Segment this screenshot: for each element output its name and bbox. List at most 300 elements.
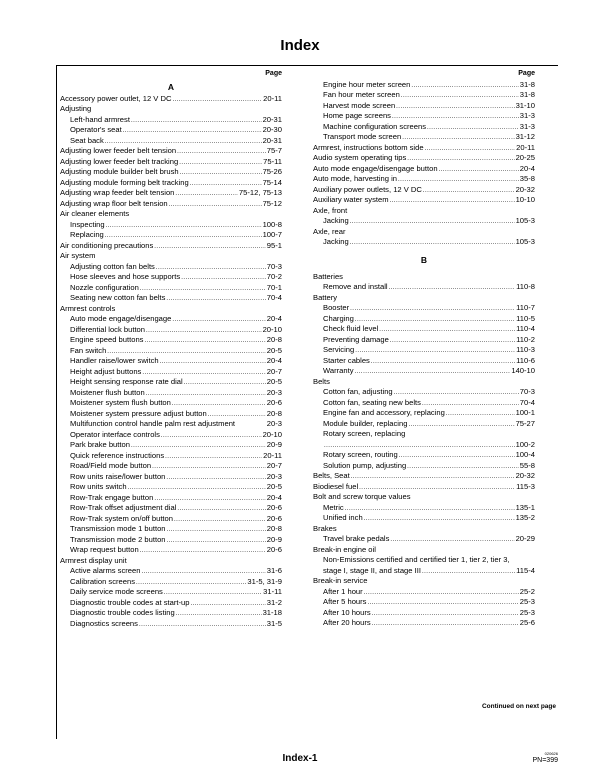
dot-leader — [144, 335, 265, 346]
entry-page-ref: 20-3 — [266, 471, 282, 481]
index-subentry — [313, 419, 535, 430]
index-subentry — [60, 398, 282, 409]
entry-text: Armrest, instructions bottom side — [313, 142, 424, 152]
entry-page-ref: 100-2 — [515, 439, 535, 449]
index-entry — [313, 492, 535, 503]
entry-page-ref: 20-10 — [262, 324, 282, 334]
dot-leader — [167, 524, 266, 535]
index-subentry — [313, 408, 535, 419]
dot-leader — [350, 216, 515, 227]
index-entry — [60, 209, 282, 220]
index-subentry — [60, 377, 282, 388]
index-subentry — [60, 472, 282, 483]
dot-leader — [379, 324, 515, 335]
entry-page-ref: 31-5, 31-9 — [247, 576, 282, 586]
entry-text: Height sensing response rate dial — [70, 377, 183, 386]
dot-leader — [355, 366, 511, 377]
dot-leader — [140, 545, 266, 556]
index-subentry — [313, 216, 535, 227]
dot-leader — [180, 167, 262, 178]
entry-page-ref: 20-5 — [266, 482, 282, 491]
dot-leader — [407, 153, 514, 164]
entry-page-ref: 31-3 — [519, 111, 535, 120]
dot-leader — [140, 283, 266, 294]
dot-leader — [390, 195, 515, 206]
index-subentry — [313, 366, 535, 377]
dot-leader — [166, 472, 265, 483]
entry-page-ref: 20-5 — [266, 345, 282, 355]
entry-page-ref: 110-8 — [516, 282, 535, 291]
index-entry — [313, 227, 535, 238]
entry-text: Seating new cotton fan belts — [70, 293, 166, 302]
entry-text: Left-hand armrest — [70, 114, 130, 124]
entry-text: Remove and install — [323, 282, 388, 291]
index-subentry — [60, 419, 282, 430]
entry-page-ref: 20-32 — [515, 184, 535, 194]
index-subentry — [313, 450, 535, 461]
entry-page-ref: 31-8 — [519, 79, 535, 89]
index-subentry — [60, 598, 282, 609]
dot-leader — [408, 419, 514, 430]
entry-text: Daily service mode screens — [70, 587, 163, 596]
dot-leader — [169, 199, 262, 210]
index-entry — [313, 143, 535, 154]
entry-text: stage I, stage II, and stage III — [323, 565, 421, 575]
entry-page-ref: 20-6 — [266, 545, 282, 554]
entry-text: Break-in engine oil — [313, 544, 376, 554]
dot-leader — [184, 377, 266, 388]
index-subentry — [313, 555, 535, 566]
footer-page-number: Index-1 — [282, 753, 318, 764]
dot-leader — [176, 608, 262, 619]
entry-page-ref: 105-3 — [515, 216, 535, 225]
index-column-right — [313, 69, 535, 629]
entry-text: Diagnostics screens — [70, 618, 138, 628]
entry-text: Row units switch — [70, 482, 127, 491]
index-subentry — [313, 387, 535, 398]
index-subentry — [60, 125, 282, 136]
dot-leader — [390, 534, 514, 545]
dot-leader — [136, 577, 246, 588]
dot-leader — [390, 335, 515, 346]
entry-text: Auxiliary water system — [313, 195, 389, 204]
entry-text: Harvest mode screen — [323, 100, 396, 110]
entry-page-ref: 100-7 — [262, 230, 282, 239]
entry-text: After 20 hours — [323, 618, 371, 627]
dot-leader — [350, 303, 515, 314]
dot-leader — [146, 388, 266, 399]
index-subentry — [60, 220, 282, 231]
index-subentry — [60, 587, 282, 598]
index-subentry — [60, 430, 282, 441]
entry-text: Diagnostic trouble codes at start-up — [70, 597, 190, 607]
index-entry — [313, 153, 535, 164]
entry-text: Quick reference instructions — [70, 450, 165, 460]
entry-page-ref: 110-3 — [516, 345, 535, 354]
index-subentry — [60, 503, 282, 514]
index-subentry — [60, 482, 282, 493]
index-subentry — [60, 230, 282, 241]
entry-text: Calibration screens — [70, 576, 135, 586]
entry-text: After 1 hour — [323, 586, 363, 596]
entry-text: Fan hour meter screen — [323, 90, 400, 99]
entry-page-ref: 25-3 — [519, 607, 535, 617]
entry-page-ref: 20-3 — [266, 387, 282, 397]
entry-page-ref: 100-1 — [515, 408, 535, 417]
index-subentry — [60, 545, 282, 556]
entry-page-ref: 20-6 — [266, 398, 282, 407]
entry-page-ref: 20-6 — [266, 513, 282, 523]
entry-text: Adjusting module forming belt tracking — [60, 177, 189, 187]
dot-leader — [160, 356, 266, 367]
entry-page-ref: 100-8 — [262, 219, 282, 229]
index-subentry — [313, 461, 535, 472]
entry-text: Transport mode screen — [323, 132, 402, 141]
index-subentry — [60, 388, 282, 399]
entry-page-ref: 20-11 — [516, 142, 535, 152]
index-subentry — [313, 534, 535, 545]
dot-leader — [107, 346, 266, 357]
index-subentry — [60, 346, 282, 357]
index-subentry — [60, 325, 282, 336]
entry-text: Home page screens — [323, 111, 391, 120]
entry-text: Rotary screen, routing — [323, 450, 398, 459]
entry-page-ref: 75-11 — [263, 156, 282, 166]
entry-page-ref: 25-6 — [519, 618, 535, 627]
dot-leader — [446, 408, 515, 419]
dot-leader — [372, 608, 519, 619]
entry-text: Belts, Seat — [313, 471, 350, 480]
dot-leader — [399, 450, 515, 461]
index-entry — [60, 199, 282, 210]
dot-leader — [167, 535, 266, 546]
index-subentry — [313, 132, 535, 143]
entry-text: Operator interface controls — [70, 429, 160, 439]
entry-text: Differential lock button — [70, 324, 145, 334]
entry-page-ref: 20-25 — [515, 153, 535, 162]
index-entry — [60, 304, 282, 315]
index-subentry — [60, 335, 282, 346]
dot-leader — [389, 282, 516, 293]
index-subentry — [313, 345, 535, 356]
index-entry — [313, 174, 535, 185]
dot-leader — [372, 618, 519, 629]
entry-text: Machine configuration screens — [323, 121, 426, 131]
index-subentry — [60, 566, 282, 577]
entry-text: Moistener flush button — [70, 387, 145, 397]
entry-page-ref: 25-3 — [519, 597, 535, 606]
dot-leader — [355, 314, 515, 325]
entry-text: Handler raise/lower switch — [70, 356, 159, 365]
entry-page-ref: 31-11 — [263, 587, 282, 596]
index-entry — [60, 241, 282, 252]
dot-leader — [179, 157, 262, 168]
dot-leader — [364, 587, 519, 598]
dot-leader — [208, 409, 266, 420]
dot-leader — [355, 345, 515, 356]
entry-text: Transmission mode 2 button — [70, 534, 166, 544]
entry-page-ref: 105-3 — [515, 237, 535, 246]
entry-text: Engine speed buttons — [70, 335, 144, 344]
entry-page-ref: 31-8 — [519, 90, 535, 99]
index-subentry — [313, 101, 535, 112]
entry-text: Row units raise/lower button — [70, 471, 166, 481]
dot-leader — [105, 230, 262, 241]
index-subentry — [60, 461, 282, 472]
entry-page-ref: 10-10 — [515, 195, 535, 204]
index-subentry — [313, 618, 535, 629]
entry-text: Active alarms screen — [70, 566, 141, 575]
index-subentry — [313, 314, 535, 325]
entry-page-ref: 20-7 — [266, 366, 282, 376]
entry-page-ref: 20-29 — [515, 534, 535, 543]
index-column-left — [60, 69, 282, 629]
index-subentry — [313, 122, 535, 133]
index-entry — [313, 293, 535, 304]
entry-text: Adjusting wrap feeder belt tension — [60, 188, 175, 197]
entry-text: Adjusting lower feeder belt tension — [60, 146, 177, 155]
entry-text: Servicing — [323, 345, 355, 354]
entry-text: Unified inch — [323, 513, 363, 522]
index-subentry — [313, 356, 535, 367]
index-subentry — [313, 282, 535, 293]
index-entry — [60, 157, 282, 168]
entry-text: Adjusting wrap floor belt tension — [60, 198, 168, 208]
dot-leader — [172, 94, 262, 105]
dot-leader — [411, 80, 518, 91]
entry-text: Inspecting — [70, 219, 105, 229]
index-subentry — [313, 503, 535, 514]
entry-text: Park brake button — [70, 440, 130, 449]
entry-text: Bolt and screw torque values — [313, 492, 411, 501]
dot-leader — [422, 566, 515, 577]
index-subentry — [313, 429, 535, 440]
entry-text: Row-Trak offset adjustment dial — [70, 503, 177, 512]
index-subentry — [60, 514, 282, 525]
index-subentry — [313, 587, 535, 598]
dot-leader — [392, 111, 519, 122]
dot-leader — [156, 262, 266, 273]
entry-page-ref: 100-4 — [515, 450, 535, 459]
entry-page-ref: 20-3 — [266, 419, 282, 428]
entry-page-ref: 75-26 — [262, 167, 282, 176]
entry-text: Cotton fan, adjusting — [323, 387, 393, 396]
entry-text: Brakes — [313, 523, 337, 533]
entry-page-ref: 25-2 — [519, 586, 535, 596]
entry-text: Metric — [323, 502, 344, 512]
entry-text: Wrap request button — [70, 545, 139, 554]
index-subentry — [313, 566, 535, 577]
dot-leader — [177, 503, 265, 514]
index-subentry — [60, 577, 282, 588]
index-subentry — [60, 409, 282, 420]
index-subentry — [313, 80, 535, 91]
dot-leader — [181, 272, 266, 283]
entry-text: Axle, rear — [313, 226, 346, 236]
index-subentry — [313, 597, 535, 608]
dot-leader — [172, 314, 265, 325]
dot-leader — [165, 451, 262, 462]
entry-text: Road/Field mode button — [70, 461, 152, 470]
entry-text: Multifunction control handle palm rest adjustment — [70, 419, 236, 428]
entry-page-ref: 20-4 — [266, 314, 282, 323]
index-subentry — [313, 335, 535, 346]
index-section-letter: B — [420, 254, 428, 265]
entry-page-ref: 20-30 — [262, 125, 282, 134]
entry-text: Adjusting cotton fan belts — [70, 261, 155, 271]
entry-page-ref: 140-10 — [511, 366, 535, 375]
entry-text: Warranty — [323, 366, 354, 375]
dot-leader — [131, 115, 262, 126]
index-subentry — [313, 398, 535, 409]
index-entry — [313, 272, 535, 283]
index-entry — [313, 482, 535, 493]
entry-text: Operator's seat — [70, 125, 122, 134]
entry-page-ref: 110-7 — [516, 303, 535, 312]
entry-page-ref: 20-31 — [262, 135, 282, 145]
index-entry — [60, 146, 282, 157]
entry-page-ref: 31-18 — [262, 608, 282, 617]
index-entry — [60, 251, 282, 262]
index-entry — [313, 164, 535, 175]
entry-text: Adjusting lower feeder belt tracking — [60, 156, 179, 166]
index-entry — [313, 206, 535, 217]
entry-page-ref: 110-4 — [516, 324, 535, 333]
entry-text: Booster — [323, 303, 350, 312]
page-column-header: Page — [518, 70, 535, 77]
entry-text: Jacking — [323, 237, 349, 246]
entry-page-ref: 70-1 — [266, 282, 282, 292]
entry-page-ref: 35-8 — [519, 174, 535, 183]
dot-leader — [425, 143, 516, 154]
dot-leader — [351, 471, 515, 482]
index-subentry — [313, 324, 535, 335]
index-subentry — [313, 608, 535, 619]
entry-page-ref: 20-4 — [519, 163, 535, 173]
entry-page-ref: 55-8 — [519, 460, 535, 470]
dot-leader — [423, 185, 515, 196]
entry-text: Jacking — [323, 216, 349, 225]
page-column-header: Page — [265, 70, 282, 77]
index-subentry — [60, 451, 282, 462]
entry-page-ref: 20-31 — [262, 114, 282, 124]
dot-leader — [190, 178, 262, 189]
index-entry — [313, 195, 535, 206]
dot-leader — [364, 513, 515, 524]
dot-leader — [422, 398, 519, 409]
index-subentry — [60, 524, 282, 535]
dot-leader — [396, 101, 514, 112]
entry-text: Accessory power outlet, 12 V DC — [60, 93, 172, 103]
index-subentry — [60, 293, 282, 304]
entry-text: Engine fan and accessory, replacing — [323, 408, 445, 417]
dot-leader — [131, 440, 266, 451]
entry-text: Fan switch — [70, 345, 107, 355]
entry-text: Air conditioning precautions — [60, 240, 154, 250]
entry-page-ref: 20-32 — [515, 471, 535, 480]
entry-text: Break-in service — [313, 576, 368, 585]
entry-text: Charging — [323, 313, 354, 323]
entry-text: After 10 hours — [323, 607, 371, 617]
dot-leader — [402, 132, 514, 143]
index-subentry — [313, 303, 535, 314]
entry-page-ref: 20-9 — [266, 534, 282, 544]
entry-page-ref: 20-8 — [266, 524, 282, 533]
dot-leader — [161, 430, 262, 441]
index-entry — [313, 524, 535, 535]
dot-leader — [164, 587, 262, 598]
entry-page-ref: 110-6 — [516, 355, 535, 365]
page-title: Index — [280, 37, 320, 54]
entry-text: Height adjust buttons — [70, 366, 142, 376]
dot-leader — [152, 461, 266, 472]
entry-text: Replacing — [70, 230, 104, 239]
dot-leader — [172, 398, 266, 409]
dot-leader — [427, 122, 519, 133]
index-subentry — [313, 513, 535, 524]
index-entry — [313, 185, 535, 196]
entry-text: Seat back — [70, 135, 104, 145]
entry-text: Diagnostic trouble codes listing — [70, 608, 175, 617]
entry-text: Belts — [313, 376, 330, 386]
dot-leader — [367, 597, 518, 608]
entry-page-ref: 95-1 — [266, 240, 282, 250]
dot-leader — [371, 356, 515, 367]
entry-page-ref: 20-7 — [266, 461, 282, 470]
entry-text: Armrest display unit — [60, 555, 127, 565]
dot-leader — [350, 237, 515, 248]
entry-text: Auxiliary power outlets, 12 V DC — [313, 184, 422, 194]
entry-page-ref: 20-11 — [263, 450, 282, 460]
index-subentry — [60, 440, 282, 451]
entry-text: Armrest controls — [60, 303, 116, 313]
entry-page-ref: 110-5 — [516, 313, 535, 323]
entry-page-ref: 20-11 — [263, 93, 282, 103]
dot-leader — [324, 440, 515, 451]
entry-text: Hose sleeves and hose supports — [70, 272, 181, 281]
entry-text: Air system — [60, 251, 96, 260]
entry-page-ref: 20-4 — [266, 492, 282, 502]
entry-text: Axle, front — [313, 205, 348, 215]
entry-text: Auto mode engage/disengage — [70, 314, 172, 323]
entry-text: Preventing damage — [323, 334, 389, 344]
entry-page-ref: 75-12 — [262, 198, 282, 208]
entry-page-ref: 135-2 — [515, 513, 535, 522]
dot-leader — [141, 566, 265, 577]
dot-leader — [105, 136, 262, 147]
index-entry — [60, 94, 282, 105]
entry-page-ref: 20-5 — [266, 377, 282, 386]
footer-code: 020626 — [544, 751, 558, 756]
index-subentry — [60, 283, 282, 294]
entry-page-ref: 20-10 — [262, 429, 282, 439]
entry-page-ref: 110-2 — [516, 334, 535, 344]
dot-leader — [174, 514, 266, 525]
entry-text: Engine hour meter screen — [323, 79, 411, 89]
entry-text: Row-Trak engage button — [70, 492, 154, 502]
dot-leader — [139, 619, 266, 630]
entry-text: Non-Emissions certified and certified tier 1, tier 2, tier 3, — [323, 555, 510, 564]
entry-text: Solution pump, adjusting — [323, 460, 407, 470]
entry-page-ref: 115-4 — [516, 565, 535, 575]
index-subentry — [60, 314, 282, 325]
entry-text: Moistener system flush button — [70, 398, 171, 407]
entry-page-ref: 20-8 — [266, 335, 282, 344]
entry-text: Transmission mode 1 button — [70, 524, 166, 533]
entry-text: Starter cables — [323, 355, 370, 365]
entry-text: Row-Trak system on/off button — [70, 513, 173, 523]
entry-text: After 5 hours — [323, 597, 367, 606]
